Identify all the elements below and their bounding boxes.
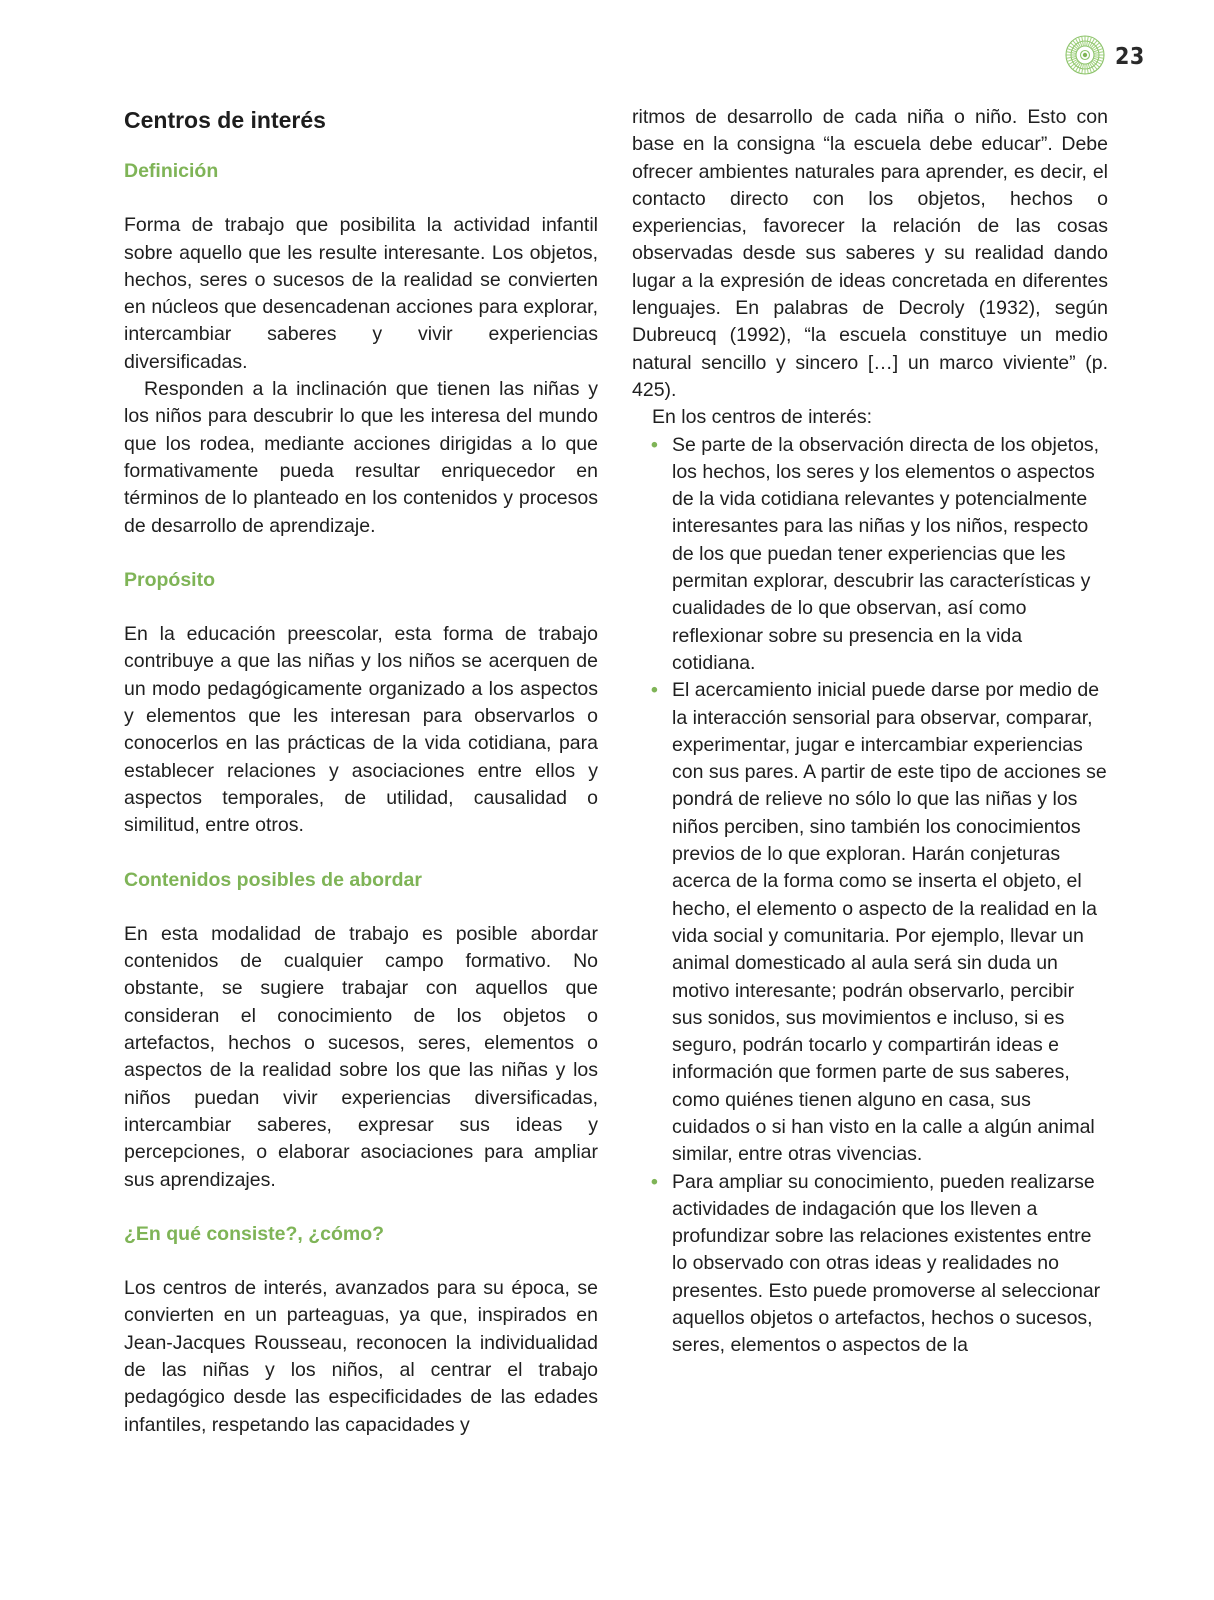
section-heading-proposito: Propósito (124, 568, 215, 591)
bullet-icon: • (651, 1170, 658, 1193)
list-item-text: Para ampliar su conocimiento, pueden realizarse actividades de indagación que los lleven a profundizar sobre las relaciones existentes entre lo observado con otras ideas y realidades no presentes. Esto puede promoverse al seleccionar aquellos objetos o artefactos, hechos o sucesos, seres, elementos o aspectos de la (672, 1170, 1101, 1357)
proposito-paragraph: En la educación preescolar, esta forma de trabajo contribuye a que las niñas y los niños se acerquen de un modo pedagógicamente organizado a los aspectos y elementos que les interesan para observarlos o conocerlos en las prácticas de la vida cotidiana, para establecer relaciones y asociaciones entre ellos y aspectos temporales, de utilidad, causalidad o similitud, entre otros. (124, 623, 598, 837)
contenidos-paragraph: En esta modalidad de trabajo es posible abordar contenidos de cualquier campo formativo. No obstante, se sugiere trabajar con aquellos que consideran el conocimiento de los objetos o artefactos, hechos o sucesos, seres, elementos o aspectos de la realidad sobre los que las niñas y los niños puedan vivir experiencias diversificadas, intercambiar saberes, expresar sus ideas y percepciones, o elaborar asociaciones para ampliar sus aprendizajes. (124, 922, 598, 1191)
page-title: Centros de interés (124, 107, 326, 133)
list-item (632, 432, 1108, 678)
consiste-paragraph: Los centros de interés, avanzados para su época, se convierten en un parteaguas, ya que, inspirados en Jean-Jacques Rousseau, reconocen la individualidad de las niñas y los niños, al centrar el trabajo pedagógico desde las especificidades de las edades infantiles, respetando las capacidades y (124, 1277, 598, 1436)
list-item-text: Se parte de la observación directa de los objetos, los hechos, los seres y los elementos o aspectos de la vida cotidiana relevantes y potencialmente interesantes para las niñas y los niños, respecto de los que puedan tener experiencias que les permitan explorar, descubrir las características y cualidades de lo que observan, así como reflexionar sobre su presencia en la vida cotidiana. (672, 433, 1100, 674)
list-item (632, 1169, 1108, 1360)
section-heading-contenidos: Contenidos posibles de abordar (124, 868, 422, 891)
list-intro: En los centros de interés: (652, 406, 873, 429)
bullet-icon: • (651, 433, 658, 456)
section-heading-consiste: ¿En qué consiste?, ¿cómo? (124, 1222, 385, 1245)
left-column (124, 104, 598, 1439)
bullet-icon: • (651, 679, 658, 702)
list-item (632, 677, 1108, 1168)
green-sunburst-emblem-icon (1064, 34, 1106, 76)
bullet-list (632, 432, 1108, 1360)
section-heading-definicion: Definición (124, 160, 219, 182)
right-column (632, 104, 1108, 1360)
page-number: 23 (1115, 44, 1145, 70)
definicion-paragraph-1: Forma de trabajo que posibilita la actividad infantil sobre aquello que les resulte interesante. Los objetos, hechos, seres o sucesos de la realidad se convierten en núcleos que desencadenan acciones para explorar, intercambiar saberes y vivir experiencias diversificadas. (124, 214, 598, 373)
list-item-text: El acercamiento inicial puede darse por medio de la interacción sensorial para observar, comparar, experimentar, jugar e intercambiar experiencias con sus pares. A partir de este tipo de acciones se pondrá de relieve no sólo lo que las niñas y los niños perciben, sino también los conocimientos previos de lo que exploran. Harán conjeturas acerca de la forma como se inserta el objeto, el hecho, el elemento o aspecto de la realidad en la vida social y comunitaria. Por ejemplo, llevar un animal domesticado al aula será sin duda un motivo interesante; podrán observarlo, percibir sus sonidos, sus movimientos e incluso, si es seguro, podrán tocarlo y compartirán ideas e información que formen parte de sus saberes, como quiénes tienen alguno en casa, sus cuidados o si han visto en la calle a algún animal similar, entre otras vivencias. (672, 679, 1107, 1166)
continuation-paragraph: ritmos de desarrollo de cada niña o niño. Esto con base en la consigna “la escuela debe educar”. Debe ofrecer ambientes naturales para aprender, es decir, el contacto directo con los objetos, hechos o experiencias, favorecer la relación de las cosas observadas desde sus saberes y su realidad dando lugar a la expresión de ideas concretada en diferentes lenguajes. En palabras de Decroly (1932), según Dubreucq (1992), “la escuela constituye un medio natural sencillo y sincero […] un marco viviente” (p. 425). (632, 106, 1108, 401)
definicion-paragraph-2: Responden a la inclinación que tienen las niñas y los niños para descubrir lo que les interesa del mundo que los rodea, mediante acciones dirigidas a lo que formativamente pueda resultar enriquecedor en términos de lo planteado en los contenidos y procesos de desarrollo de aprendizaje. (124, 378, 598, 537)
